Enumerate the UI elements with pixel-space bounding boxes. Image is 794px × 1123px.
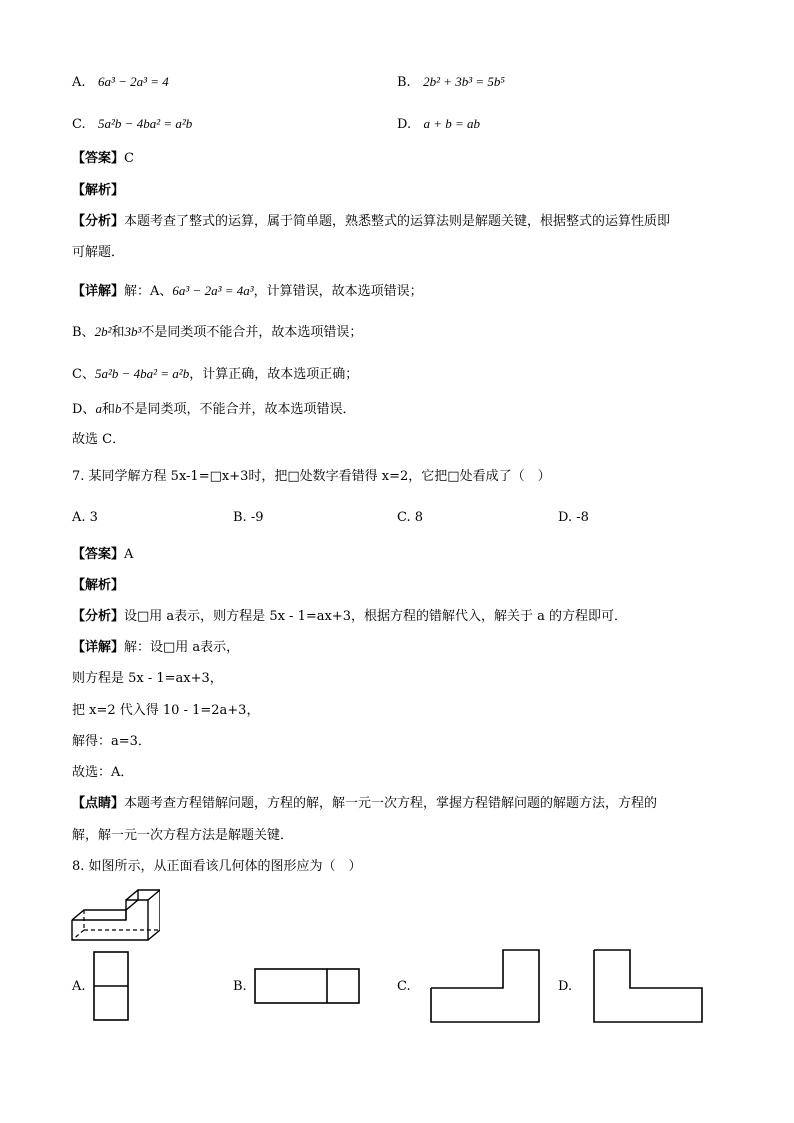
- step-prefix: C、: [72, 367, 95, 382]
- step-text: 把 x=2 代入得 10 - 1=2a+3，: [72, 703, 260, 718]
- q8-option-c-label: [397, 978, 411, 996]
- option-label: A.: [72, 75, 86, 90]
- q6-xiangjie-c: [72, 365, 358, 384]
- answer-tag: 【答案】: [72, 151, 125, 166]
- fenxi-text: 本题考查了整式的运算，属于简单题，熟悉整式的运算法则是解题关键，根据整式的运算性质即: [124, 214, 671, 229]
- q8-option-d-label: [558, 978, 572, 996]
- option-label: D. -8: [558, 510, 589, 525]
- xiangjie-text: 解：设□用 a表示，: [124, 640, 240, 655]
- fenxi-text: 可解题．: [72, 245, 125, 260]
- step-prefix: 解：A、: [124, 284, 173, 299]
- q7-dianjing-line-1: [72, 795, 657, 813]
- option-label: B.: [397, 75, 411, 90]
- option-label: C.: [397, 979, 411, 994]
- q7-option-a: [72, 509, 98, 527]
- dianjing-tag: 【点睛】: [72, 796, 125, 811]
- option-expression: 6a³ − 2a³ = 4: [97, 74, 169, 89]
- q6-xiangjie-b: [72, 323, 362, 342]
- q7-xiangjie: [72, 639, 239, 657]
- step-text: 解得：a=3．: [72, 734, 151, 749]
- q8-option-a-label: [72, 978, 86, 996]
- fenxi-tag: 【分析】: [72, 609, 125, 624]
- xiangjie-tag: 【详解】: [72, 284, 125, 299]
- q7-option-d: [558, 509, 589, 527]
- q7-option-c: [397, 509, 423, 527]
- analysis-tag: 【解析】: [72, 183, 125, 198]
- step-expression: 2b²: [94, 324, 112, 339]
- q6-xiangjie-d: [72, 400, 355, 419]
- q7-answer: [72, 546, 133, 564]
- question-stem: 7. 某同学解方程 5x-1=□x+3时，把□处数字看错得 x=2，它把□处看成了（ ）: [72, 469, 551, 484]
- step-expression: 6a³ − 2a³ = 4a³: [172, 283, 254, 298]
- option-expression: 2b² + 3b³ = 5b⁵: [423, 74, 505, 89]
- q6-conclusion: [72, 431, 125, 449]
- conclusion-text: 故选：A．: [72, 765, 134, 780]
- q7-option-b: [233, 509, 263, 527]
- conclusion-text: 故选 C．: [72, 432, 126, 447]
- option-expression: a + b = ab: [423, 116, 481, 131]
- option-label: C. 8: [397, 510, 424, 525]
- q7-fenxi: [72, 608, 627, 626]
- q6-analysis-heading: [72, 182, 124, 200]
- q8-option-b-figure: [253, 967, 361, 1005]
- step-expression: 5a²b − 4ba² = a²b: [94, 366, 190, 381]
- step-text: 不是同类项，不能合并，故本选项错误．: [121, 402, 356, 417]
- q7-step-2: [72, 702, 259, 720]
- step-text: 和: [111, 325, 125, 340]
- q7-step-3: [72, 733, 151, 751]
- option-label: D.: [558, 979, 573, 994]
- answer-value: A: [124, 547, 134, 562]
- analysis-tag: 【解析】: [72, 578, 125, 593]
- q6-option-d: [397, 115, 480, 134]
- step-prefix: B、: [72, 325, 95, 340]
- option-label: B. -9: [233, 510, 264, 525]
- q7-step-1: [72, 670, 223, 688]
- q6-answer: [72, 150, 134, 168]
- q7-conclusion: [72, 764, 133, 782]
- q8-option-a-figure: [92, 950, 130, 1022]
- q7-analysis-heading: [72, 577, 124, 595]
- step-text: 不是同类项不能合并，故本选项错误；: [141, 325, 363, 340]
- q6-option-b: [397, 73, 505, 92]
- option-label: A. 3: [72, 510, 98, 525]
- answer-value: C: [124, 151, 134, 166]
- fenxi-tag: 【分析】: [72, 214, 125, 229]
- solid-figure: [68, 884, 160, 944]
- q8-option-b-label: [233, 978, 247, 996]
- q6-fenxi-line-2: [72, 244, 124, 262]
- answer-tag: 【答案】: [72, 547, 125, 562]
- q8-option-d-figure: [592, 948, 704, 1024]
- fenxi-text: 设□用 a表示，则方程是 5x - 1=ax+3，根据方程的错解代入，解关于 a 的方程即可．: [124, 609, 627, 624]
- option-label: C.: [72, 117, 86, 132]
- dianjing-text: 解，解一元一次方程方法是解题关键．: [72, 828, 294, 843]
- q6-fenxi-line-1: [72, 213, 670, 231]
- step-expression: 3b³: [124, 324, 142, 339]
- dianjing-text: 本题考查方程错解问题，方程的解，解一元一次方程，掌握方程错解问题的解题方法，方程的: [124, 796, 658, 811]
- step-text: ，计算正确，故本选项正确；: [189, 367, 359, 382]
- option-expression: 5a²b − 4ba² = a²b: [98, 116, 193, 131]
- question-stem: 8. 如图所示，从正面看该几何体的图形应为（ ）: [72, 859, 362, 874]
- q6-option-c: [72, 115, 192, 134]
- step-text: 则方程是 5x - 1=ax+3，: [72, 671, 223, 686]
- q7-stem: [72, 468, 551, 486]
- option-label: D.: [397, 117, 412, 132]
- option-label: A.: [72, 979, 86, 994]
- step-prefix: D、: [72, 402, 96, 417]
- step-expression: b: [114, 401, 122, 416]
- q6-option-a: [72, 73, 169, 92]
- step-text: 和: [101, 402, 115, 417]
- q8-stem: [72, 858, 362, 876]
- option-label: B.: [233, 979, 247, 994]
- step-text: ，计算错误，故本选项错误；: [253, 284, 423, 299]
- q7-dianjing-line-2: [72, 827, 293, 845]
- step-expression: a: [95, 401, 102, 416]
- q6-xiangjie-a: [72, 282, 423, 301]
- xiangjie-tag: 【详解】: [72, 640, 125, 655]
- q8-option-c-figure: [429, 948, 541, 1024]
